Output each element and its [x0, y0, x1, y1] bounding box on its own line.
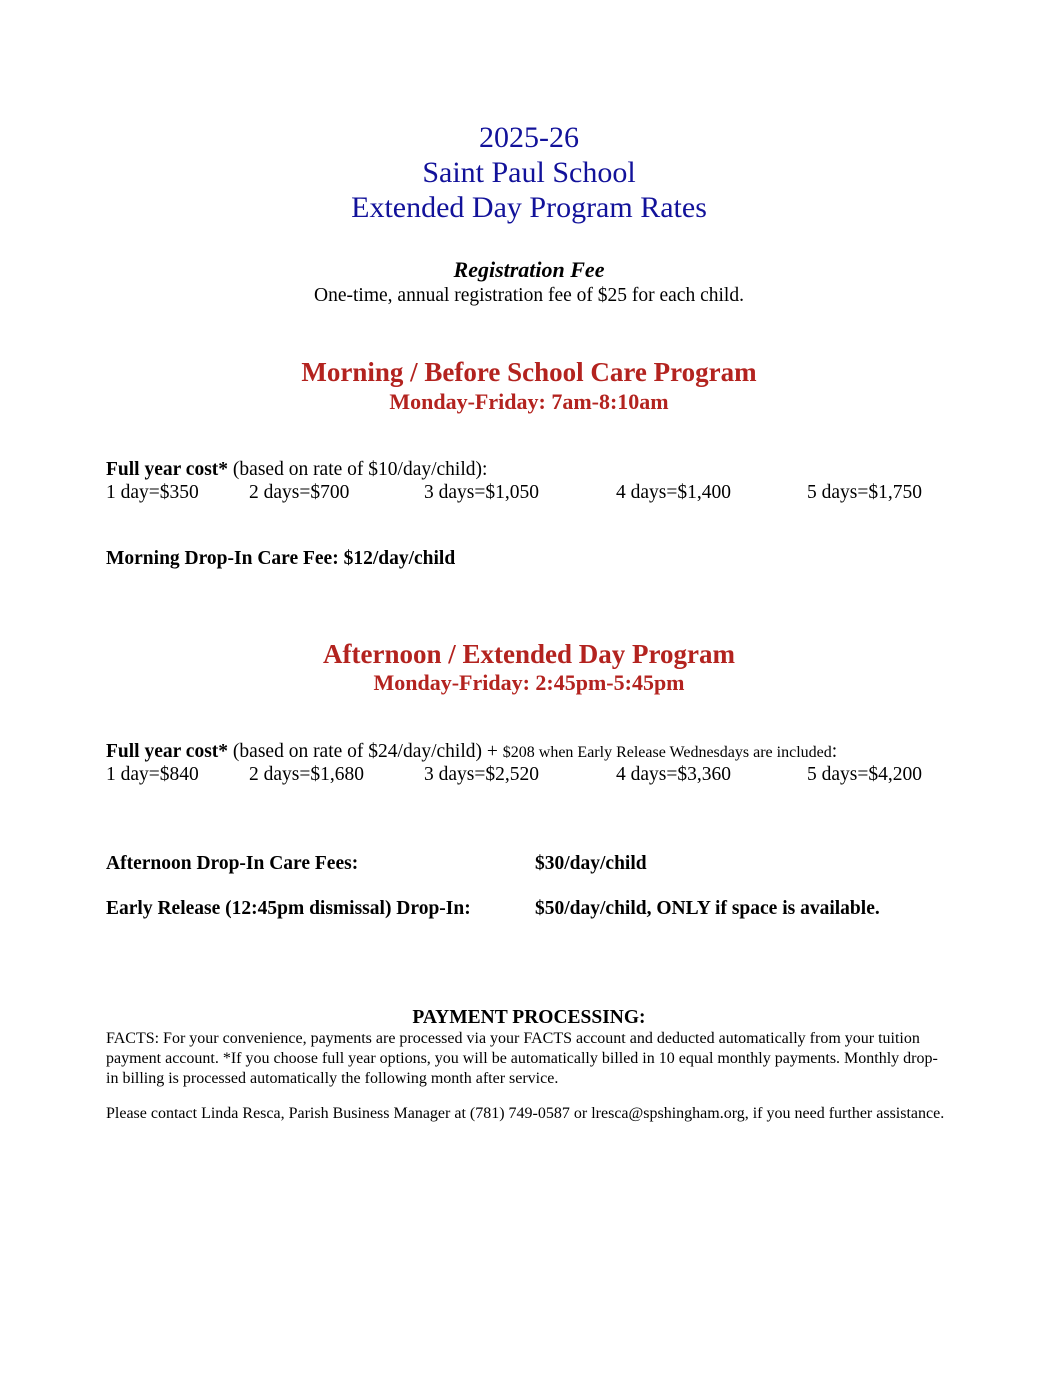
afternoon-heading: Afternoon / Extended Day Program: [323, 639, 735, 669]
payment-facts: FACTS: For your convenience, payments are processed via your FACTS account and deducted automatically from your tuition payment account. *If you choose full year options, you will be automatically billed in 10 equal monthly payments. Monthly drop-in billing is processed automatically the following month after service.: [106, 1030, 938, 1087]
morning-cost-note: (based on rate of $10/day/child):: [228, 459, 488, 480]
morning-cost-label: Full year cost*: [106, 459, 229, 480]
early-release-label: Early Release (12:45pm dismissal) Drop-In:: [106, 898, 471, 919]
registration-text: One-time, annual registration fee of $25 for each child.: [314, 285, 744, 306]
registration-heading: Registration Fee: [453, 257, 605, 282]
morning-rate-3: 3 days=$1,050: [424, 482, 539, 503]
morning-cost-line: [106, 458, 487, 481]
afternoon-cost-note: (based on rate of $24/day/child) +: [228, 741, 503, 762]
afternoon-rate-4: 4 days=$3,360: [616, 764, 731, 785]
morning-rate-5: 5 days=$1,750: [807, 482, 922, 503]
afternoon-cost-extra: $208 when Early Release Wednesdays are included: [502, 744, 832, 761]
payment-contact: Please contact Linda Resca, Parish Business Manager at (781) 749-0587 or lresca@spshingham.org, if you need further assistance.: [106, 1105, 945, 1122]
afternoon-schedule: Monday-Friday: 2:45pm-5:45pm: [373, 670, 685, 695]
afternoon-rate-2: 2 days=$1,680: [249, 764, 364, 785]
afternoon-rate-5: 5 days=$4,200: [807, 764, 922, 785]
morning-dropin: Morning Drop-In Care Fee: $12/day/child: [106, 548, 456, 569]
morning-heading: Morning / Before School Care Program: [301, 357, 757, 387]
header-year: 2025-26: [479, 121, 579, 154]
page-title: Extended Day Program Rates: [351, 191, 707, 224]
afternoon-cost-line: [106, 740, 837, 764]
afternoon-dropin-value: $30/day/child: [535, 853, 647, 874]
header-school: Saint Paul School: [422, 156, 636, 189]
payment-heading: PAYMENT PROCESSING:: [412, 1007, 646, 1028]
morning-rate-4: 4 days=$1,400: [616, 482, 731, 503]
afternoon-cost-colon: :: [831, 741, 838, 762]
afternoon-cost-label: Full year cost*: [106, 741, 229, 762]
morning-rate-1: 1 day=$350: [106, 482, 199, 503]
early-release-value: $50/day/child, ONLY if space is available.: [535, 898, 880, 919]
afternoon-rate-1: 1 day=$840: [106, 764, 199, 785]
afternoon-dropin-label: Afternoon Drop-In Care Fees:: [106, 853, 359, 874]
morning-rate-2: 2 days=$700: [249, 482, 350, 503]
afternoon-rate-3: 3 days=$2,520: [424, 764, 539, 785]
morning-schedule: Monday-Friday: 7am-8:10am: [389, 389, 669, 414]
